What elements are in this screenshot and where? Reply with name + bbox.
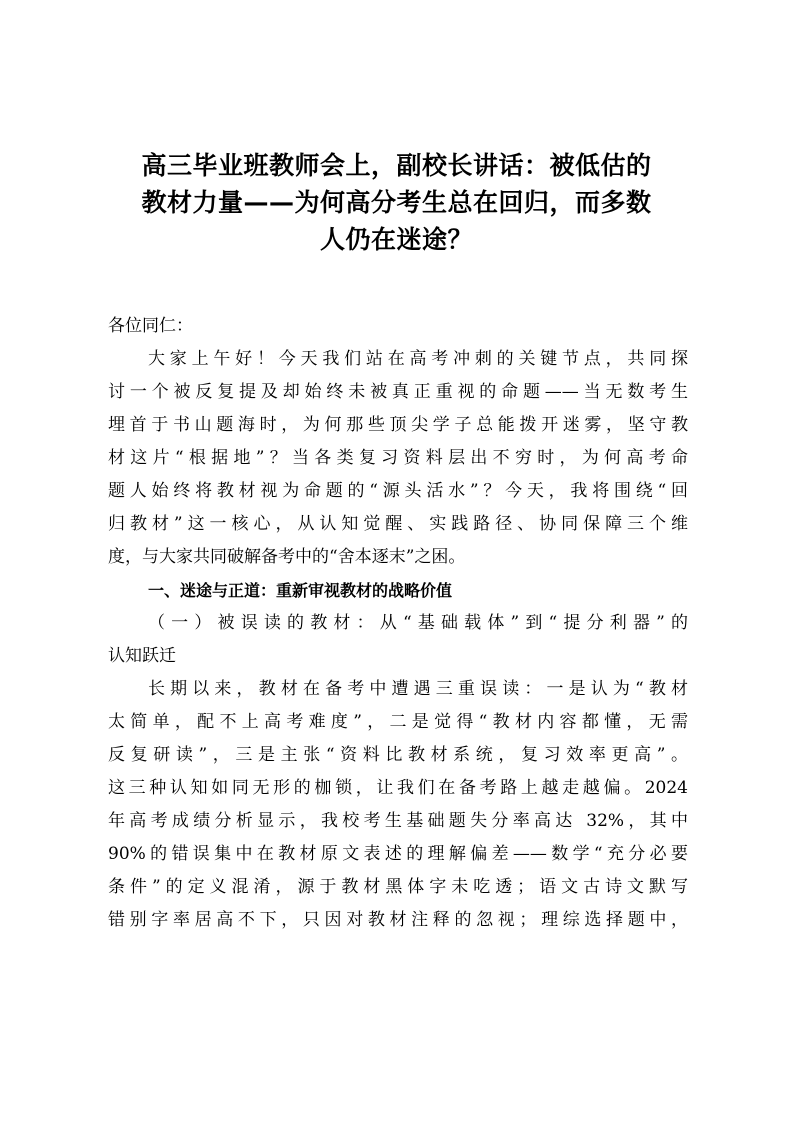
paragraph-line: 埋首于书山题海时，为何那些顶尖学子总能拨开迷雾，坚守教 xyxy=(108,415,688,435)
title-line: 教材力量——为何高分考生总在回归，而多数 xyxy=(141,188,652,217)
paragraph-line: 条件”的定义混淆，源于教材黑体字未吃透；语文古诗文默写 xyxy=(108,877,688,897)
paragraph-line: 大家上午好！今天我们站在高考冲刺的关键节点，共同探 xyxy=(148,349,688,369)
subsection-heading-line: （一）被误读的教材：从“基础载体”到“提分利器”的 xyxy=(148,613,688,633)
greeting: 各位同仁： xyxy=(108,316,193,336)
subsection-heading-line: 认知跃迁 xyxy=(108,646,176,666)
section-heading: 一、迷途与正道：重新审视教材的战略价值 xyxy=(148,581,453,600)
paragraph-line: 讨一个被反复提及却始终未被真正重视的命题——当无数考生 xyxy=(108,382,688,402)
document-title xyxy=(100,147,693,258)
paragraph-misreading xyxy=(108,673,688,937)
paragraph-line: 材这片“根据地”？当各类复习资料层出不穷时，为何高考命 xyxy=(108,448,688,468)
document-body xyxy=(108,310,688,937)
paragraph-line: 错别字率居高不下，只因对教材注释的忽视；理综选择题中， xyxy=(108,910,688,930)
paragraph-line: 这三种认知如同无形的枷锁，让我们在备考路上越走越偏。2024 xyxy=(108,778,688,798)
paragraph-line: 度，与大家共同破解备考中的“舍本逐末”之困。 xyxy=(108,547,466,567)
paragraph-line: 归教材”这一核心，从认知觉醒、实践路径、协同保障三个维 xyxy=(108,514,688,534)
title-line: 人仍在迷途？ xyxy=(319,225,473,254)
paragraph-line: 90%的错误集中在教材原文表述的理解偏差——数学“充分必要 xyxy=(108,844,688,864)
paragraph-line: 年高考成绩分析显示，我校考生基础题失分率高达 32%，其中 xyxy=(108,811,688,831)
paragraph-line: 长期以来，教材在备考中遭遇三重误读：一是认为“教材 xyxy=(148,679,688,699)
subsection-heading xyxy=(108,607,688,673)
paragraph-line: 反复研读”，三是主张“资料比教材系统，复习效率更高”。 xyxy=(108,745,688,765)
paragraph-opening xyxy=(108,343,688,574)
paragraph-line: 题人始终将教材视为命题的“源头活水”？今天，我将围绕“回 xyxy=(108,481,688,501)
paragraph-line: 太简单，配不上高考难度”，二是觉得“教材内容都懂，无需 xyxy=(108,712,688,732)
title-line: 高三毕业班教师会上，副校长讲话：被低估的 xyxy=(141,151,652,180)
